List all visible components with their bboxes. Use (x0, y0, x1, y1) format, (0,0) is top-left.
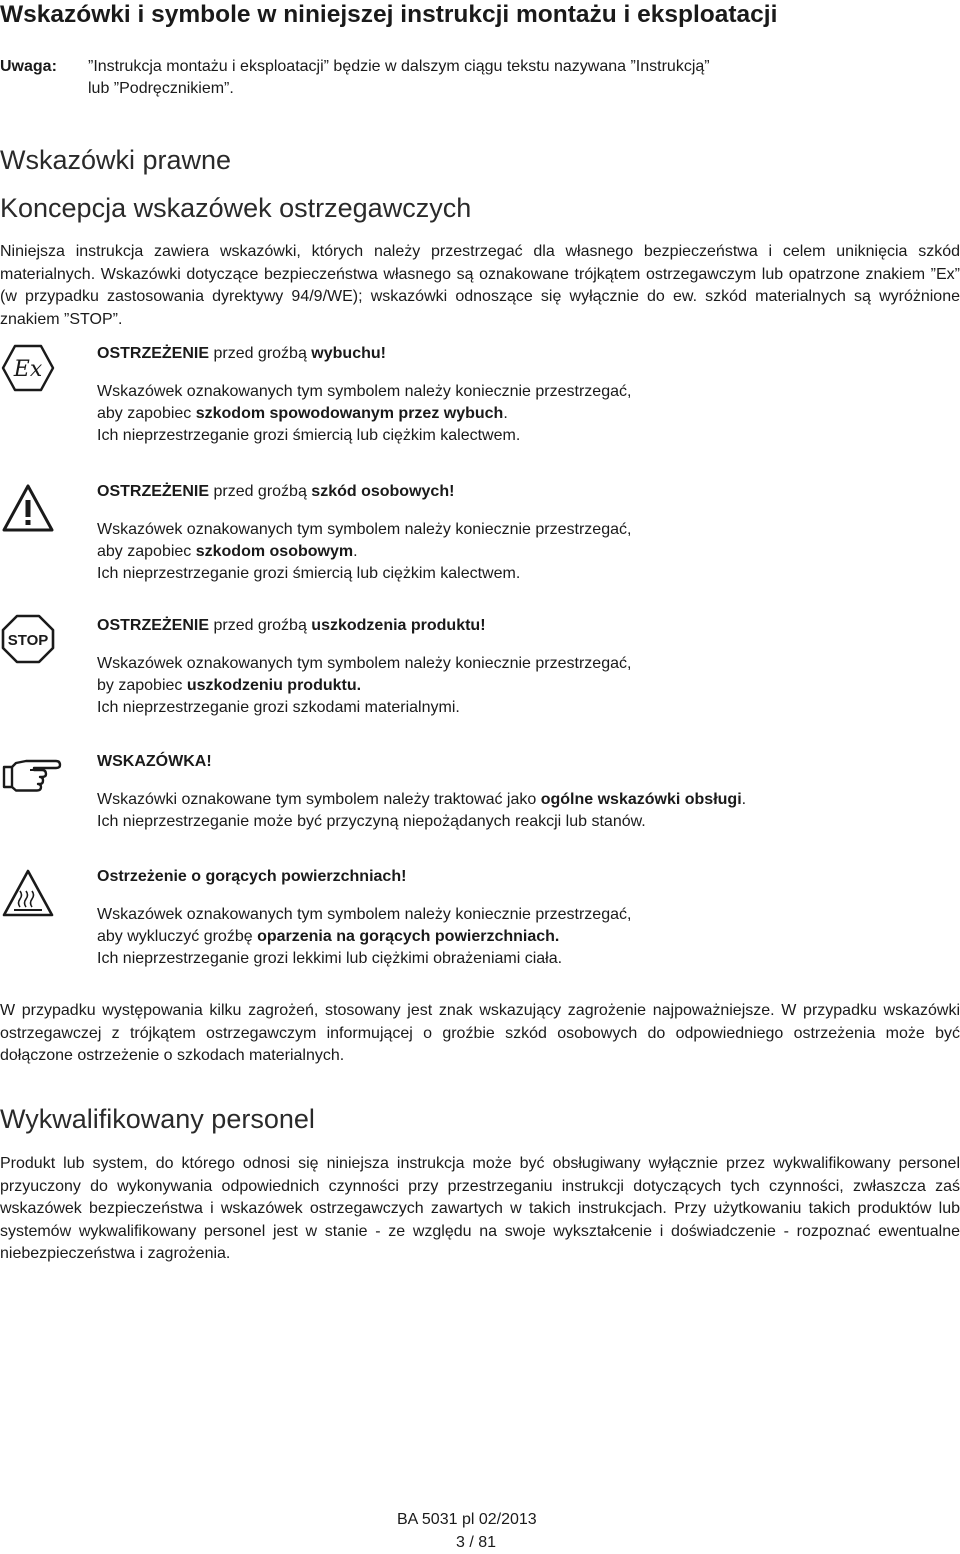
general-note-body (97, 751, 957, 833)
hot-surface-icon (0, 867, 60, 915)
multiple-hazards-paragraph: W przypadku występowania kilku zagrożeń, stosowany jest znak wskazujący zagrożenie najpoważniejsze. W przypadku wskazówki ostrzegawczej z trójkątem ostrzegawczym informującej o groźbie szkód osobowych do odpowiedniego ostrzeżenia może być dołączone ostrzeżenie o szkodach materialnych. (0, 1002, 960, 1064)
warning-line: aby zapobiec szkodom spowodowanym przez wybuch. (97, 405, 508, 422)
page-number: 3 / 81 (456, 1534, 497, 1551)
stop-sign-icon (0, 613, 60, 661)
note-text-line-2: lub ”Podręcznikiem”. (88, 80, 234, 97)
warning-heading: OSTRZEŻENIE przed groźbą szkód osobowych! (97, 483, 455, 500)
section-heading-personnel: Wykwalifikowany personel (0, 1104, 315, 1134)
warning-line: Wskazówek oznakowanych tym symbolem należy koniecznie przestrzegać, (97, 906, 632, 923)
warning-line: Ich nieprzestrzeganie grozi śmiercią lub ciężkim kalectwem. (97, 427, 521, 444)
warning-line: Wskazówek oznakowanych tym symbolem należy koniecznie przestrzegać, (97, 521, 632, 538)
warning-line: Wskazówek oznakowanych tym symbolem należy koniecznie przestrzegać, (97, 383, 632, 400)
warning-line: Ich nieprzestrzeganie grozi lekkimi lub ciężkimi obrażeniami ciała. (97, 950, 563, 967)
warning-heading: OSTRZEŻENIE przed groźbą uszkodzenia produktu! (97, 617, 486, 634)
note-label: Uwaga: (0, 58, 57, 75)
warning-line: Ich nieprzestrzeganie grozi szkodami materialnymi. (97, 699, 460, 716)
warning-line: Wskazówki oznakowane tym symbolem należy traktować jako ogólne wskazówki obsługi. (97, 791, 747, 808)
note-heading: WSKAZÓWKA! (97, 753, 212, 770)
stop-sign-text: STOP (7, 632, 49, 649)
warning-heading: Ostrzeżenie o gorących powierzchniach! (97, 868, 407, 885)
ex-explosion-icon (0, 343, 60, 391)
warning-line: Wskazówek oznakowanych tym symbolem należy koniecznie przestrzegać, (97, 655, 632, 672)
document-code: BA 5031 pl 02/2013 (397, 1511, 537, 1528)
warning-line: aby zapobiec szkodom osobowym. (97, 543, 358, 560)
warning-product-damage-body (97, 615, 957, 719)
warning-triangle-icon (0, 482, 60, 530)
pointing-hand-icon (0, 755, 60, 803)
warning-personal-injury-body (97, 481, 957, 585)
svg-text:Ex: Ex (13, 357, 43, 382)
section-heading-concept: Koncepcja wskazówek ostrzegawczych (0, 193, 472, 223)
page-title: Wskazówki i symbole w niniejszej instrukcji montażu i eksploatacji (0, 1, 778, 28)
note-text (88, 56, 888, 100)
note-text-line-1: ”Instrukcja montażu i eksploatacji” będzie w dalszym ciągu tekstu nazywana ”Instrukcją” (88, 58, 710, 75)
section-heading-legal: Wskazówki prawne (0, 145, 232, 175)
personnel-paragraph: Produkt lub system, do którego odnosi się niniejsza instrukcja może być obsługiwany wyłącznie przez wykwalifikowany personel przyuczony do wykonywania odpowiednich czynności przy przestrzeganiu instrukcji dotyczących tych czynności, zwłaszcza zaś wskazówek bezpieczeństwa i wskazówek ostrzegawczych zawartych w takich instrukcjach. Przy użytkowaniu takich produktów lub systemów wykwalifikowany personel jest w stanie - ze względu na swoje wykształcenie i doświadczenie - rozpoznać ewentualne niebezpieczeństwa i zagrożenia. (0, 1155, 960, 1262)
warning-line: Ich nieprzestrzeganie grozi śmiercią lub ciężkim kalectwem. (97, 565, 521, 582)
warning-line: by zapobiec uszkodzeniu produktu. (97, 677, 362, 694)
warning-heading: OSTRZEŻENIE przed groźbą wybuchu! (97, 345, 386, 362)
warning-line: Ich nieprzestrzeganie może być przyczyną niepożądanych reakcji lub stanów. (97, 813, 646, 830)
warning-line: aby wykluczyć groźbę oparzenia na gorących powierzchniach. (97, 928, 560, 945)
warning-explosion-body (97, 343, 957, 447)
warning-hot-surface-body (97, 866, 957, 970)
concept-paragraph: Niniejsza instrukcja zawiera wskazówki, których należy przestrzegać dla własnego bezpieczeństwa i celem uniknięcia szkód materialnych. Wskazówki dotyczące bezpieczeństwa własnego są oznakowane trójkątem ostrzegawczym lub opatrzone znakiem ”Ex” (w przypadku zastosowania dyrektywy 94/9/WE); wskazówki odnoszące się wyłącznie do ew. szkód materialnych są wyróżnione znakiem ”STOP”. (0, 243, 960, 328)
